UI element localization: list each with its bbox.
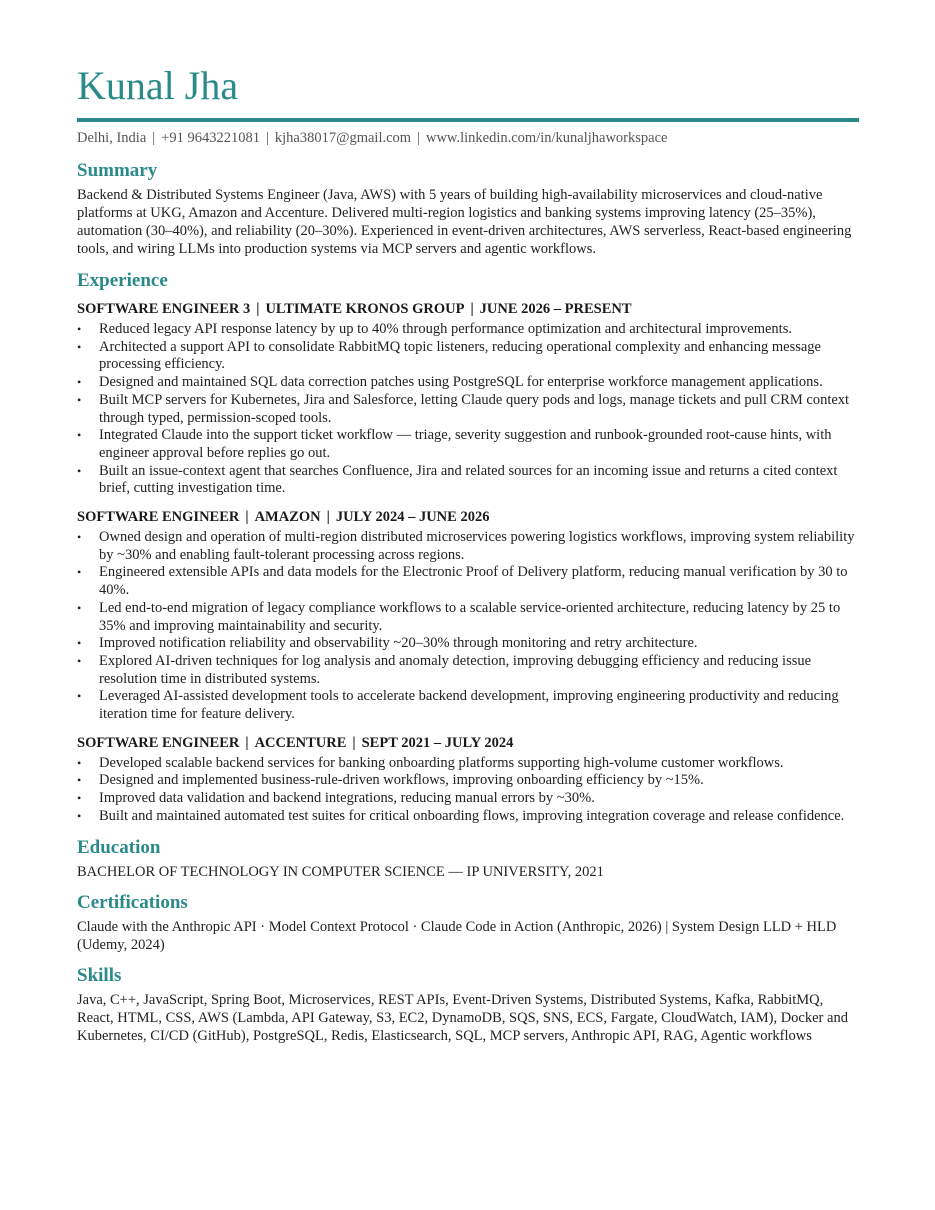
- contact-phone: +91 9643221081: [161, 130, 260, 146]
- contact-linkedin: www.linkedin.com/in/kunaljhaworkspace: [425, 130, 668, 146]
- bullet-icon: •: [77, 463, 82, 478]
- bullet-icon: •: [77, 791, 82, 806]
- job-bullet: [77, 374, 858, 392]
- bullet-icon: •: [77, 653, 82, 668]
- job-bullet-text: Engineered extensible APIs and data models for the Electronic Proof of Delivery platform, reducing manual verification by 30 to 40%.: [99, 564, 848, 599]
- candidate-name: Kunal Jha: [77, 63, 239, 108]
- job-bullet: [77, 635, 858, 653]
- job-bullet-text: Designed and maintained SQL data correction patches using PostgreSQL for enterprise workforce management applications.: [99, 374, 823, 391]
- job-heading: [77, 734, 858, 752]
- skills-heading: Skills: [77, 964, 122, 986]
- job-bullet-text: Owned design and operation of multi-region distributed microservices powering logistics workflows, improving system reliability by ~30% and enabling fault-tolerant processing across regions.: [99, 529, 855, 563]
- bullet-icon: •: [77, 755, 82, 770]
- job-bullet: [77, 321, 858, 339]
- job-role: SOFTWARE ENGINEER: [77, 509, 240, 526]
- job-bullet-text: Built an issue-context agent that searches Confluence, Jira and related sources for an incoming issue and returns a cited context brief, cutting investigation time.: [99, 462, 838, 497]
- bullet-icon: •: [77, 375, 82, 390]
- job-bullet: [77, 463, 858, 498]
- job-heading-separator: |: [256, 301, 260, 317]
- job-bullet: [77, 688, 858, 723]
- job-dates: JUNE 2026 – PRESENT: [479, 301, 632, 317]
- job-heading-separator: |: [245, 734, 249, 751]
- job-bullet-list: [77, 529, 858, 724]
- job-bullet-text: Developed scalable backend services for banking onboarding platforms supporting high-volume customer workflows.: [99, 754, 784, 771]
- education-text: BACHELOR OF TECHNOLOGY IN COMPUTER SCIENCE — IP UNIVERSITY, 2021: [77, 863, 604, 880]
- contact-line: [77, 129, 858, 147]
- summary-text: Backend & Distributed Systems Engineer (Java, AWS) with 5 years of building high-availability microservices and cloud-native platforms at UKG, Amazon and Accenture. Delivered multi-region logistics and banking systems improving latency (25–35%), automation (30–40%), and reliability (20–30%). Experienced in event-driven architectures, AWS serverless, React-based engineering tools, and wiring LLMs into production systems via MCP servers and agentic workflows.: [77, 187, 852, 257]
- job-bullet: [77, 755, 858, 773]
- experience-heading: Experience: [77, 270, 168, 291]
- contact-separator: |: [417, 130, 420, 146]
- summary-heading: Summary: [77, 160, 158, 181]
- bullet-icon: •: [77, 565, 82, 580]
- job-bullet: [77, 427, 858, 462]
- bullet-icon: •: [77, 530, 82, 545]
- job-bullet-text: Explored AI-driven techniques for log analysis and anomaly detection, improving debugging efficiency and reducing issue resolution time in distributed systems.: [99, 652, 812, 687]
- job-dates: JULY 2024 – JUNE 2026: [335, 509, 490, 526]
- certifications-heading: Certifications: [77, 891, 188, 913]
- job-role: SOFTWARE ENGINEER 3: [77, 301, 251, 317]
- job-bullet-text: Integrated Claude into the support ticket workflow — triage, severity suggestion and runbook-grounded root-cause hints, with engineer approval before replies go out.: [99, 427, 832, 461]
- bullet-icon: •: [77, 600, 82, 615]
- job-heading-separator: |: [352, 734, 356, 751]
- bullet-icon: •: [77, 339, 82, 354]
- job-bullet: [77, 564, 858, 599]
- job-heading-separator: |: [326, 509, 330, 526]
- bullet-icon: •: [77, 428, 82, 443]
- job-bullet: [77, 653, 858, 688]
- job-bullet-text: Architected a support API to consolidate RabbitMQ topic listeners, reducing operational complexity and enhancing message processing efficiency.: [99, 338, 821, 373]
- header-divider: [77, 118, 859, 122]
- job-heading: [77, 300, 858, 318]
- job-bullet: [77, 808, 858, 826]
- job-bullet-list: [77, 321, 858, 498]
- experience-list: [77, 300, 858, 826]
- bullet-icon: •: [77, 689, 82, 704]
- job-bullet-text: Built and maintained automated test suites for critical onboarding flows, improving integration coverage and release confidence.: [99, 807, 845, 824]
- job-bullet: [77, 772, 858, 790]
- job-bullet-text: Leveraged AI-assisted development tools to accelerate backend development, improving engineering productivity and reducing iteration time for feature delivery.: [99, 688, 839, 723]
- job-bullet-list: [77, 755, 858, 826]
- skills-text: Java, C++, JavaScript, Spring Boot, Microservices, REST APIs, Event-Driven Systems, Distributed Systems, Kafka, RabbitMQ, React, HTML, CSS, AWS (Lambda, API Gateway, S3, EC2, DynamoDB, SQS, SNS, ECS, Fargate, CloudWatch, IAM), Docker and Kubernetes, CI/CD (GitHub), PostgreSQL, Redis, Elasticsearch, SQL, MCP servers, Anthropic API, RAG, Agentic workflows: [77, 991, 848, 1044]
- job-bullet: [77, 529, 858, 564]
- education-heading: Education: [77, 836, 161, 858]
- job-heading-separator: |: [245, 509, 249, 526]
- job-company: AMAZON: [254, 509, 321, 526]
- bullet-icon: •: [77, 392, 82, 407]
- job-bullet: [77, 790, 858, 808]
- bullet-icon: •: [77, 773, 82, 788]
- job-role: SOFTWARE ENGINEER: [77, 734, 240, 751]
- contact-separator: |: [152, 130, 156, 146]
- job-company: ACCENTURE: [254, 734, 347, 751]
- job-bullet-text: Reduced legacy API response latency by up to 40% through performance optimization and architectural improvements.: [99, 321, 792, 337]
- certifications-text: Claude with the Anthropic API · Model Context Protocol · Claude Code in Action (Anthropic, 2026) | System Design LLD + HLD (Udemy, 2024): [77, 918, 837, 953]
- job-bullet-text: Led end-to-end migration of legacy compliance workflows to a scalable service-oriented architecture, reducing latency by 25 to 35% and improving maintainability and security.: [99, 599, 841, 634]
- job-company: ULTIMATE KRONOS GROUP: [265, 301, 465, 317]
- bullet-icon: •: [77, 808, 82, 823]
- job-heading: [77, 508, 858, 526]
- job-bullet-text: Improved notification reliability and observability ~20–30% through monitoring and retry architecture.: [99, 635, 698, 652]
- bullet-icon: •: [77, 322, 82, 336]
- contact-email: kjha38017@gmail.com: [274, 130, 412, 146]
- contact-location: Delhi, India: [77, 130, 147, 146]
- job-bullet: [77, 392, 858, 427]
- job-bullet: [77, 600, 858, 635]
- job-bullet-text: Designed and implemented business-rule-driven workflows, improving onboarding efficiency by ~15%.: [99, 772, 704, 789]
- bullet-icon: •: [77, 636, 82, 651]
- job-dates: SEPT 2021 – JULY 2024: [361, 734, 514, 751]
- job-bullet: [77, 339, 858, 374]
- job-bullet-text: Built MCP servers for Kubernetes, Jira and Salesforce, letting Claude query pods and logs, manage tickets and pull CRM context through typed, permission-scoped tools.: [99, 391, 850, 426]
- job-heading-separator: |: [470, 301, 474, 317]
- job-bullet-text: Improved data validation and backend integrations, reducing manual errors by ~30%.: [99, 790, 595, 807]
- contact-separator: |: [265, 130, 269, 146]
